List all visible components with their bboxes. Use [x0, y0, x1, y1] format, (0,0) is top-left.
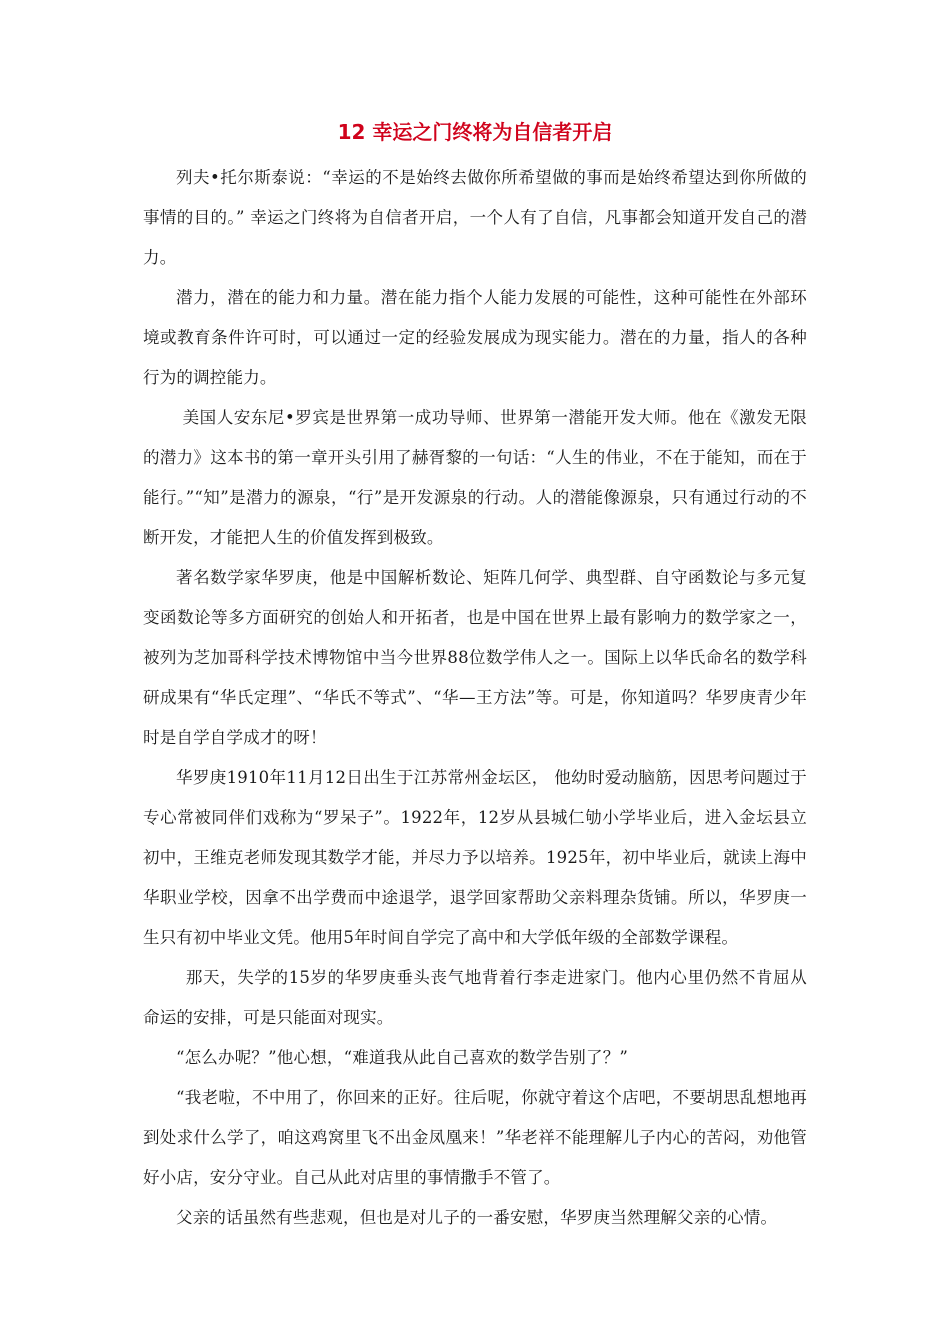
paragraph-father-comfort: 父亲的话虽然有些悲观，但也是对儿子的一番安慰，华罗庚当然理解父亲的心情。: [176, 1208, 778, 1227]
paragraph-dropout-day: 那天，失学的15岁的华罗庚垂头丧气地背着行李走进家门。他内心里仍然不肯屈从命运的安排，可是只能面对现实。: [143, 968, 807, 1027]
document-title: 12 幸运之门终将为自信者开启: [337, 120, 613, 144]
paragraph-inner-thought: “怎么办呢？”他心想，“难道我从此自己喜欢的数学告别了？”: [176, 1048, 629, 1067]
paragraph-father-speech: “我老啦，不中用了，你回来的正好。往后呢，你就守着这个店吧，不要胡思乱想地再到处求什么学了，咱这鸡窝里飞不出金凤凰来！”华老祥不能理解儿子内心的苦闷，劝他管好小店，安分守业。自己从此对店里的事情撒手不管了。: [143, 1088, 807, 1187]
paragraph-potential-definition: 潜力，潜在的能力和力量。潜在能力指个人能力发展的可能性，这种可能性在外部环境或教育条件许可时，可以通过一定的经验发展成为现实能力。潜在的力量，指人的各种行为的调控能力。: [143, 288, 807, 387]
paragraph-tolstoy-quote: 列夫•托尔斯泰说：“幸运的不是始终去做你所希望做的事而是始终希望达到你所做的事情的目的。” 幸运之门终将为自信者开启，一个人有了自信，凡事都会知道开发自己的潜力。: [143, 168, 807, 267]
paragraph-hua-luogeng-biography: 华罗庚1910年11月12日出生于江苏常州金坛区， 他幼时爱动脑筋，因思考问题过于专心常被同伴们戏称为“罗呆子”。1922年，12岁从县城仁劬小学毕业后，进入金坛县立初中，王维克老师发现其数学才能，并尽力予以培养。1925年，初中毕业后，就读上海中华职业学校，因拿不出学费而中途退学，退学回家帮助父亲料理杂货铺。所以，华罗庚一生只有初中毕业文凭。他用5年时间自学完了高中和大学低年级的全部数学课程。: [143, 768, 807, 947]
paragraph-anthony-robbins: 美国人安东尼•罗宾是世界第一成功导师、世界第一潜能开发大师。他在《激发无限的潜力》这本书的第一章开头引用了赫胥黎的一句话：“人生的伟业，不在于能知，而在于能行。”“知”是潜力的源泉，“行”是开发源泉的行动。人的潜能像源泉，只有通过行动的不断开发，才能把人生的价值发挥到极致。: [143, 408, 807, 547]
document-body: [143, 158, 807, 1238]
paragraph-hua-luogeng-intro: 著名数学家华罗庚，他是中国解析数论、矩阵几何学、典型群、自守函数论与多元复变函数论等多方面研究的创始人和开拓者，也是中国在世界上最有影响力的数学家之一，被列为芝加哥科学技术博物馆中当今世界88位数学伟人之一。国际上以华氏命名的数学科研成果有“华氏定理”、“华氏不等式”、“华—王方法”等。可是，你知道吗？华罗庚青少年时是自学自学成才的呀！: [143, 568, 807, 747]
